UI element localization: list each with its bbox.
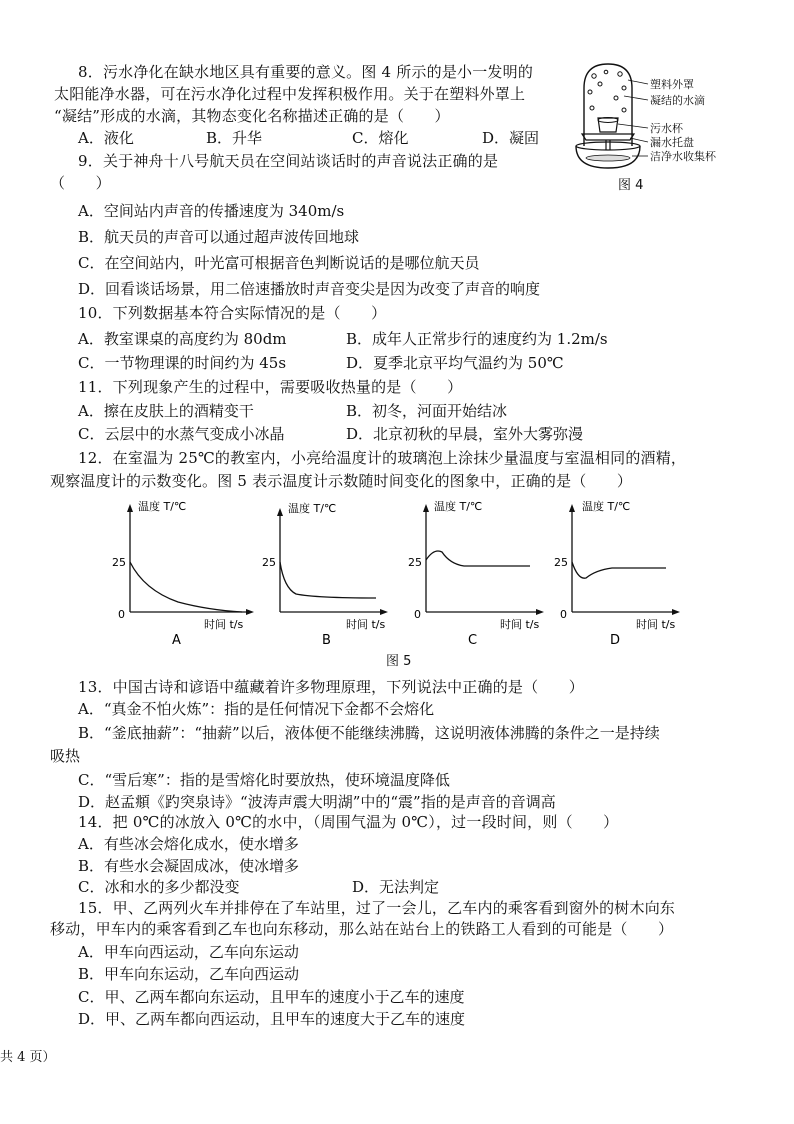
graph-c-ylabel: 温度 T/℃ <box>434 500 483 513</box>
q15-option-a[interactable]: A．甲车向西运动，乙车向东运动 <box>78 943 299 961</box>
q8-option-d[interactable]: D．凝固 <box>482 129 540 147</box>
q8-option-b[interactable]: B．升华 <box>206 129 263 147</box>
graph-b-curve <box>280 562 376 598</box>
graph-b-tick-25: 25 <box>262 556 276 569</box>
q11-option-b[interactable]: B．初冬，河面开始结冰 <box>346 402 508 420</box>
q9-stem-line1: 9．关于神舟十八号航天员在空间站谈话时的声音说法正确的是 <box>78 152 499 170</box>
graph-c-xlabel: 时间 t/s <box>500 618 540 631</box>
graph-b-letter: B <box>322 633 331 648</box>
graph-d-letter: D <box>610 633 621 648</box>
q11-stem: 11．下列现象产生的过程中，需要吸收热量的是（ ） <box>78 378 463 396</box>
graph-d-tick-0: 0 <box>560 608 567 621</box>
fig4-label-tray: 漏水托盘 <box>650 136 694 149</box>
graph-c-tick-25: 25 <box>408 556 422 569</box>
graph-a-xlabel: 时间 t/s <box>204 618 244 631</box>
graph-c-letter: C <box>468 633 478 648</box>
graph-a-letter: A <box>172 633 181 648</box>
q12-stem-line1: 12．在室温为 25℃的教室内，小亮给温度计的玻璃泡上涂抹少量温度与室温相同的酒精， <box>78 449 687 467</box>
graph-b-x-arrow <box>380 609 388 615</box>
graph-d-y-arrow <box>569 504 575 512</box>
graph-a-curve <box>130 562 242 612</box>
q14-stem: 14．把 0℃的冰放入 0℃的水中，（周围气温为 0℃），过一段时间，则（ ） <box>78 813 619 831</box>
graph-a-x-arrow <box>246 609 254 615</box>
fig5-graph-d[interactable] <box>552 494 712 648</box>
page-footer: 共 4 页） <box>0 1050 56 1065</box>
graph-a-y-arrow <box>127 504 133 512</box>
q8-stem-line3: “凝结”形成的水滴，其物态变化名称描述正确的是（ ） <box>54 107 450 125</box>
q13-option-b[interactable]: B．“釜底抽薪”：“抽薪”以后，液体便不能继续沸腾，这说明液体沸腾的条件之一是持续 <box>78 724 660 742</box>
q12-stem-line2: 观察温度计的示数变化。图 5 表示温度计示数随时间变化的图象中，正确的是（ ） <box>50 472 633 490</box>
graph-d-xlabel: 时间 t/s <box>636 618 676 631</box>
graph-c-curve <box>426 551 530 566</box>
graph-d-x-arrow <box>672 609 680 615</box>
graph-c-tick-0: 0 <box>414 608 421 621</box>
q15-stem-line2: 移动，甲车内的乘客看到乙车也向东移动，那么站在站台上的铁路工人看到的可能是（ ） <box>50 920 674 938</box>
graph-d-ylabel: 温度 T/℃ <box>582 500 631 513</box>
q8-option-a[interactable]: A．液化 <box>78 129 134 147</box>
graph-d-curve <box>572 562 666 578</box>
fig5-graph-b[interactable] <box>256 494 416 648</box>
q13-option-d[interactable]: D．赵孟頫《趵突泉诗》“波涛声震大明湖”中的“震”指的是声音的音调高 <box>78 793 556 811</box>
graph-b-ylabel: 温度 T/℃ <box>288 502 337 515</box>
q9-option-a[interactable]: A．空间站内声音的传播速度为 340m/s <box>78 202 345 220</box>
graph-d-tick-25: 25 <box>554 556 568 569</box>
graph-c-y-arrow <box>423 504 429 512</box>
q8-stem-line1: 8．污水净化在缺水地区具有重要的意义。图 4 所示的是小一发明的 <box>78 63 534 81</box>
figure-4-water-purifier <box>572 58 732 198</box>
graph-a-ylabel: 温度 T/℃ <box>138 500 187 513</box>
q15-option-b[interactable]: B．甲车向东运动，乙车向西运动 <box>78 965 300 983</box>
q11-option-c[interactable]: C．云层中的水蒸气变成小冰晶 <box>78 425 285 443</box>
q10-option-c[interactable]: C．一节物理课的时间约为 45s <box>78 354 287 372</box>
fig4-label-dirty-cup: 污水杯 <box>650 122 683 135</box>
q15-option-d[interactable]: D．甲、乙两车都向西运动，且甲车的速度大于乙车的速度 <box>78 1010 466 1028</box>
q10-option-a[interactable]: A．教室课桌的高度约为 80dm <box>78 330 287 348</box>
graph-b-y-arrow <box>277 508 283 516</box>
fig5-graph-a[interactable] <box>108 494 268 648</box>
q15-option-c[interactable]: C．甲、乙两车都向东运动，且甲车的速度小于乙车的速度 <box>78 988 465 1006</box>
q13-option-c[interactable]: C．“雪后寒”：指的是雪熔化时要放热，使环境温度降低 <box>78 771 450 789</box>
q8-stem-line2: 太阳能净水器，可在污水净化过程中发挥积极作用。关于在塑料外罩上 <box>54 85 526 103</box>
q9-stem-line2: （ ） <box>50 174 111 192</box>
q10-option-d[interactable]: D．夏季北京平均气温约为 50℃ <box>346 354 564 372</box>
graph-c-x-arrow <box>536 609 544 615</box>
q13-option-b-cont: 吸热 <box>50 747 81 765</box>
graph-a-tick-25: 25 <box>112 556 126 569</box>
q10-option-b[interactable]: B．成年人正常步行的速度约为 1.2m/s <box>346 330 608 348</box>
q13-option-a[interactable]: A．“真金不怕火炼”：指的是任何情况下金都不会熔化 <box>78 700 435 718</box>
fig4-label-clean-cup: 洁净水收集杯 <box>650 150 716 163</box>
q14-option-c[interactable]: C．冰和水的多少都没变 <box>78 878 240 896</box>
q14-option-d[interactable]: D．无法判定 <box>352 878 440 896</box>
fig4-label-droplets: 凝结的水滴 <box>650 94 705 107</box>
q11-option-d[interactable]: D．北京初秋的早晨，室外大雾弥漫 <box>346 425 584 443</box>
q14-option-a[interactable]: A．有些冰会熔化成水，使水增多 <box>78 835 299 853</box>
graph-a-tick-0: 0 <box>118 608 125 621</box>
graph-b-xlabel: 时间 t/s <box>346 618 386 631</box>
q15-stem-line1: 15．甲、乙两列火车并排停在了车站里，过了一会儿，乙车内的乘客看到窗外的树木向东 <box>78 899 676 917</box>
fig5-caption: 图 5 <box>386 654 412 669</box>
q10-stem: 10．下列数据基本符合实际情况的是（ ） <box>78 304 387 322</box>
q9-option-b[interactable]: B．航天员的声音可以通过超声波传回地球 <box>78 228 360 246</box>
q13-stem: 13．中国古诗和谚语中蕴藏着许多物理原理，下列说法中正确的是（ ） <box>78 678 584 696</box>
fig4-label-cover: 塑料外罩 <box>650 78 694 91</box>
fig4-caption: 图 4 <box>618 178 644 193</box>
q9-option-c[interactable]: C．在空间站内，叶光富可根据音色判断说话的是哪位航天员 <box>78 254 480 272</box>
q11-option-a[interactable]: A．擦在皮肤上的酒精变干 <box>78 402 254 420</box>
q9-option-d[interactable]: D．回看谈话场景，用二倍速播放时声音变尖是因为改变了声音的响度 <box>78 280 541 298</box>
fig5-graph-c[interactable] <box>404 494 564 648</box>
q8-option-c[interactable]: C．熔化 <box>352 129 409 147</box>
q14-option-b[interactable]: B．有些水会凝固成冰，使冰增多 <box>78 857 300 875</box>
